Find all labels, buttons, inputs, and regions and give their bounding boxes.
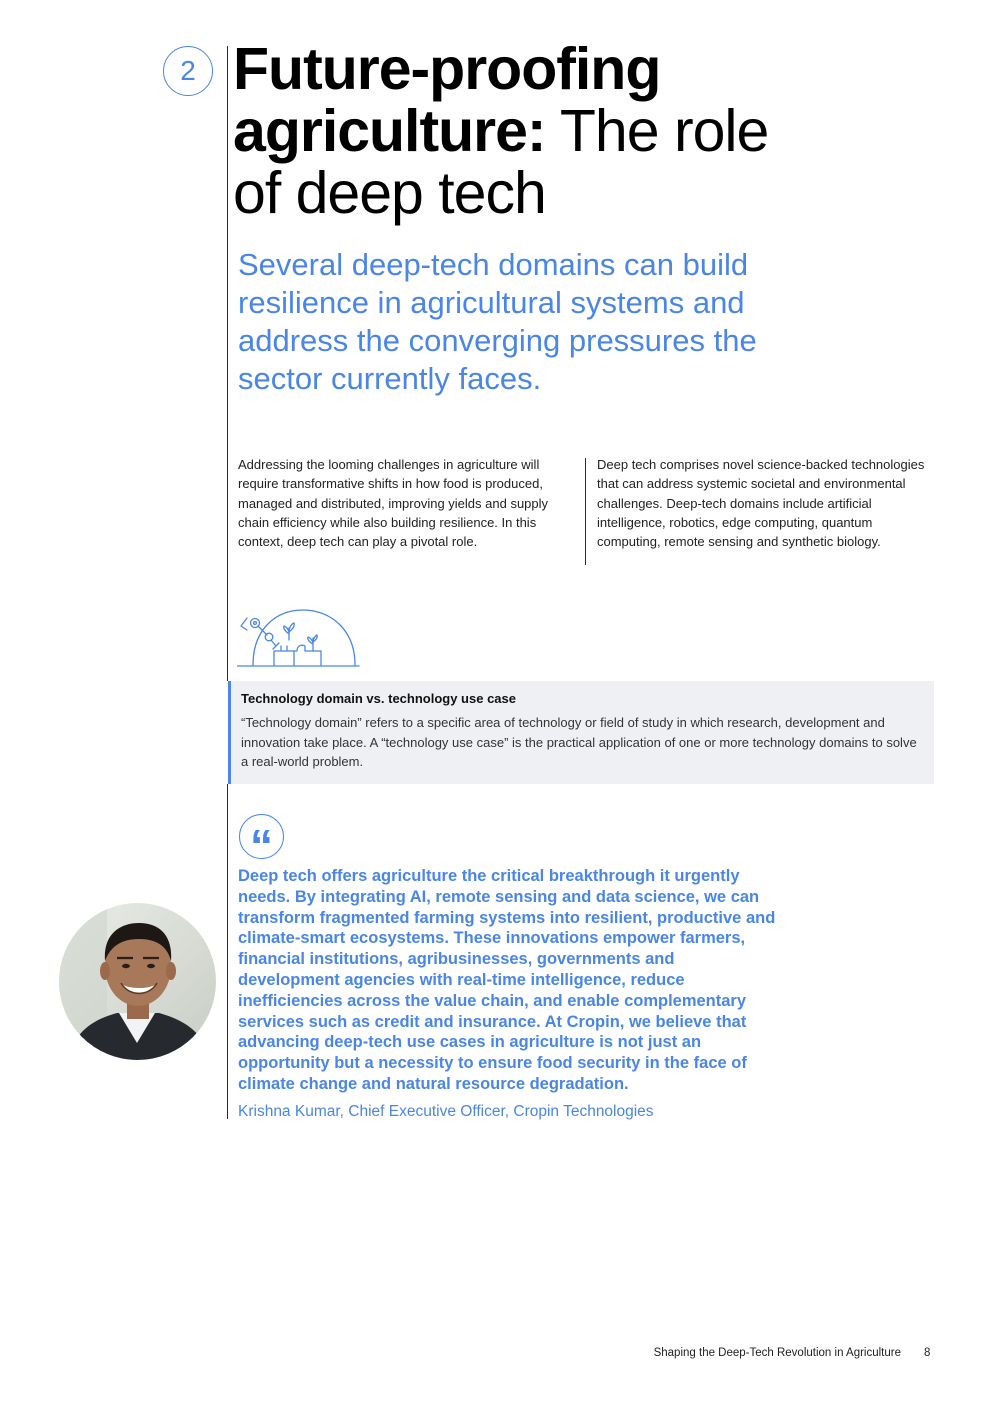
title-bold-line1: Future-proofing <box>233 36 661 102</box>
chapter-number: 2 <box>180 55 196 86</box>
intro-column-right: Deep tech comprises novel science-backed technologies that can address systemic societal and environmental challenges. Deep-tech domains include artificial intelligence, robotics, edge computing, quantum computing, remote sensing and synthetic biology. <box>597 457 925 550</box>
callout-title: Technology domain vs. technology use case <box>241 691 516 706</box>
callout-body: “Technology domain” refers to a specific area of technology or field of study in which research, development and innovation take place. A “technology use case” is the practical application of one or more technology domains to solve a real-world problem. <box>241 715 917 769</box>
section-rule-top <box>227 46 228 681</box>
title-light-line3: of deep tech <box>233 160 546 226</box>
quote-mark: “ <box>250 819 273 872</box>
page-subtitle: Several deep-tech domains can build resilience in agricultural systems and address the converging pressures the sector currently faces. <box>238 247 757 396</box>
page-title <box>233 38 933 224</box>
robot-greenhouse-icon <box>237 604 361 670</box>
definition-callout <box>228 681 934 784</box>
quote-attribution: Krishna Kumar, Chief Executive Officer, Cropin Technologies <box>238 1103 654 1120</box>
quote-mark-icon <box>239 814 284 872</box>
speaker-portrait <box>59 903 216 1060</box>
page-number: 8 <box>924 1347 931 1359</box>
section-rule-bottom <box>227 784 228 1119</box>
column-divider <box>585 458 586 565</box>
intro-column-left: Addressing the looming challenges in agriculture will require transformative shifts in how food is produced, managed and distributed, improving yields and supply chain efficiency while also building resilience. In this context, deep tech can play a pivotal role. <box>238 457 549 550</box>
chapter-number-badge <box>163 46 213 96</box>
title-bold-line2: agriculture: <box>233 98 546 164</box>
footer-report-title: Shaping the Deep-Tech Revolution in Agriculture <box>653 1347 901 1359</box>
pull-quote: Deep tech offers agriculture the critical breakthrough it urgently needs. By integrating AI, remote sensing and data science, we can transform fragmented farming systems into resilient, productive and climate-smart ecosystems. These innovations empower farmers, financial institutions, agribusinesses, governments and development agencies with real-time intelligence, reduce inefficiencies across the value chain, and enable complementary services such as credit and insurance. At Cropin, we believe that advancing deep-tech use cases in agriculture is not just an opportunity but a necessity to ensure food security in the face of climate change and natural resource degradation. <box>238 867 776 1093</box>
portrait-illustration <box>59 903 216 1060</box>
title-light-line2: The role <box>545 98 769 164</box>
